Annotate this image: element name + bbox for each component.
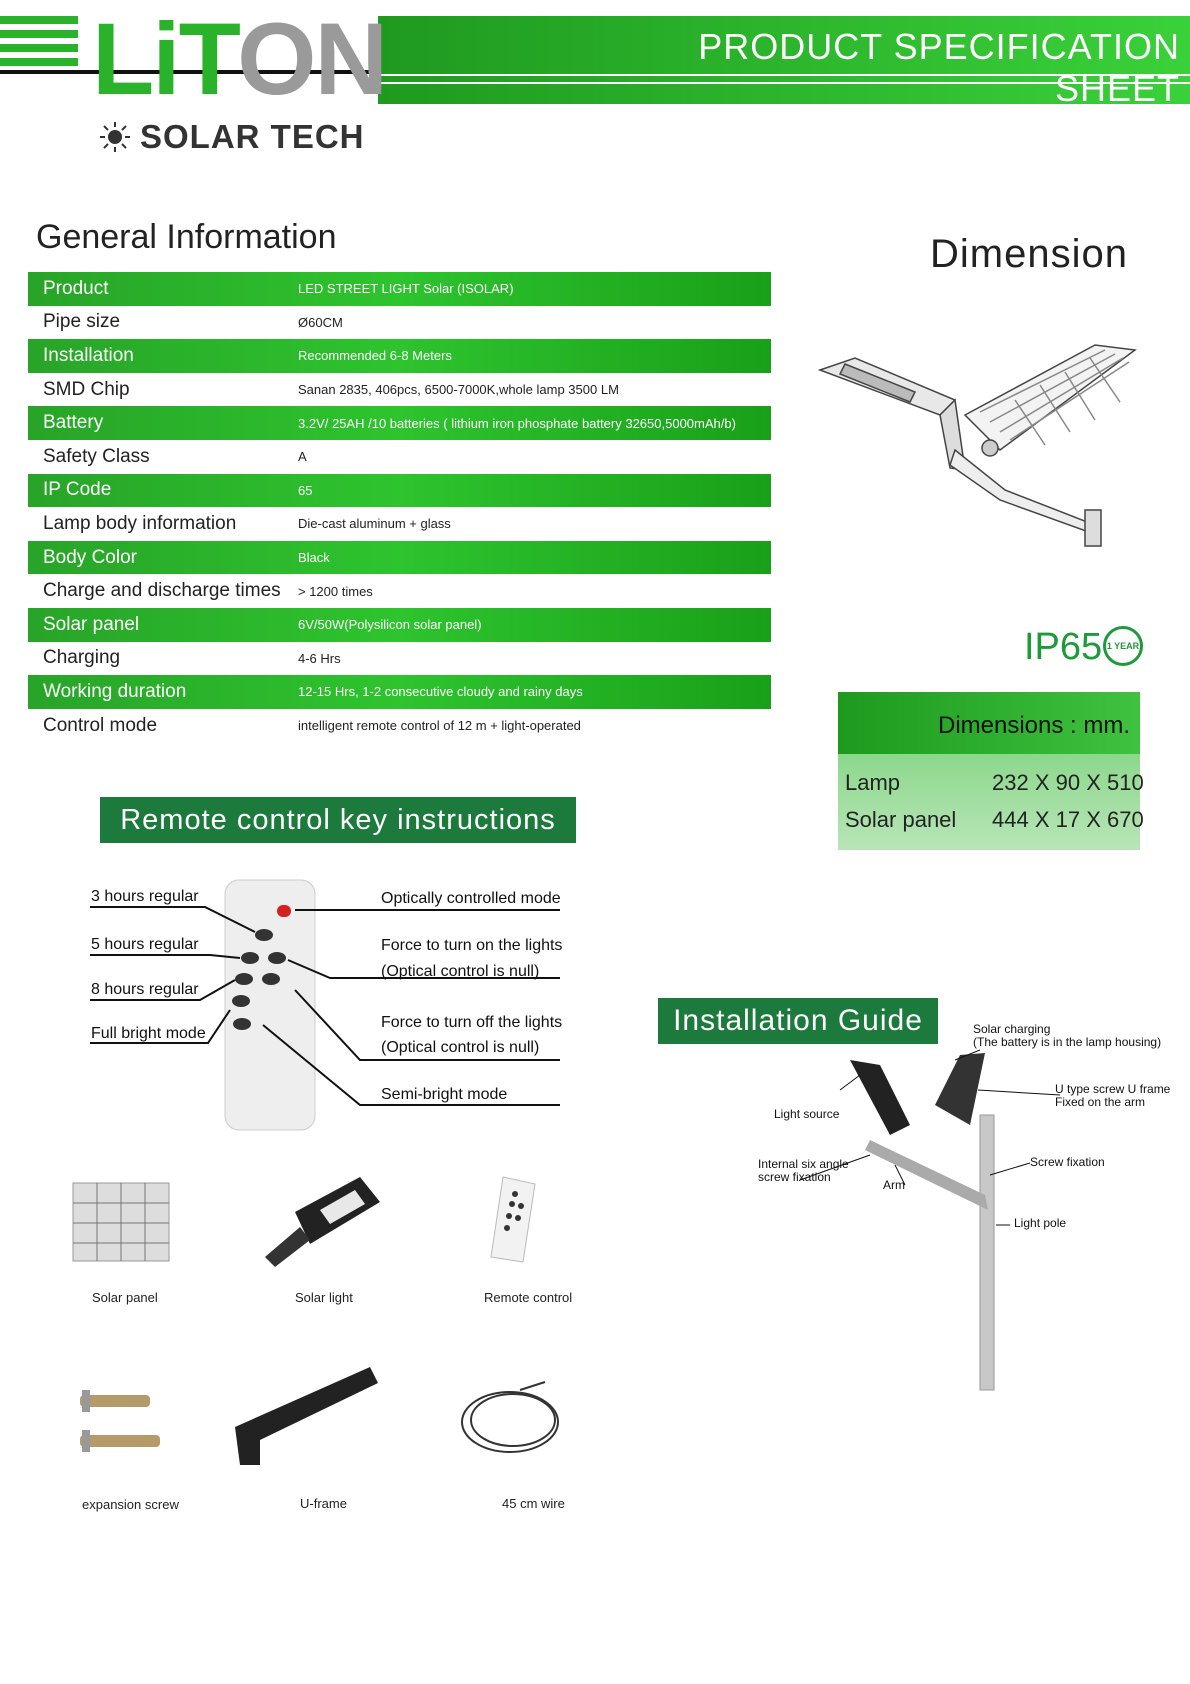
install-label: Arm xyxy=(883,1178,905,1192)
remote-right-label: Semi-bright mode xyxy=(381,1086,508,1103)
install-label: (The battery is in the lamp housing) xyxy=(973,1035,1162,1049)
spec-row xyxy=(28,507,771,541)
spec-table xyxy=(28,272,771,742)
spec-value: 65 xyxy=(298,482,313,498)
spec-row xyxy=(28,406,771,440)
spec-label: Control mode xyxy=(43,714,158,736)
sun-icon xyxy=(98,120,132,154)
install-label: screw fixation xyxy=(758,1170,831,1184)
spec-label: Charging xyxy=(43,647,121,669)
spec-value: LED STREET LIGHT Solar (ISOLAR) xyxy=(298,281,514,297)
remote-right-label: Force to turn off the lights xyxy=(381,1014,563,1031)
spec-row xyxy=(28,541,771,575)
spec-row xyxy=(28,642,771,676)
spec-value: 6V/50W(Polysilicon solar panel) xyxy=(298,617,482,633)
spec-label: Product xyxy=(43,277,109,299)
spec-value: Sanan 2835, 406pcs, 6500-7000K,whole lamp 3500 LM xyxy=(298,382,619,398)
part-caption: Solar panel xyxy=(92,1290,158,1305)
spec-row xyxy=(28,373,771,407)
solar-light-image xyxy=(260,1172,385,1272)
remote-left-label: 5 hours regular xyxy=(91,936,199,953)
brand-sub-text: SOLAR TECH xyxy=(140,118,365,155)
expansion-screw-image xyxy=(70,1380,170,1465)
dimension-title: Dimension xyxy=(930,232,1128,276)
spec-value: 12-15 Hrs, 1-2 consecutive cloudy and rainy days xyxy=(298,684,583,700)
spec-row xyxy=(28,574,771,608)
spec-label: Battery xyxy=(43,412,104,434)
spec-row xyxy=(28,272,771,306)
remote-left-label: Full bright mode xyxy=(91,1025,206,1042)
spec-row xyxy=(28,306,771,340)
spec-value: 4-6 Hrs xyxy=(298,650,341,666)
dim-value: 444 X 17 X 670 xyxy=(992,807,1144,832)
part-caption: Remote control xyxy=(484,1290,573,1305)
spec-label: SMD Chip xyxy=(43,378,130,400)
part-caption: U-frame xyxy=(300,1496,347,1511)
remote-right-label: Optically controlled mode xyxy=(381,890,561,907)
part-caption: Solar light xyxy=(295,1290,353,1305)
spec-label: Working duration xyxy=(43,680,187,702)
spec-label: Pipe size xyxy=(43,311,121,333)
spec-label: Solar panel xyxy=(43,613,140,635)
spec-row xyxy=(28,339,771,373)
remote-section-title: Remote control key instructions xyxy=(100,797,576,843)
spec-row xyxy=(28,474,771,508)
spec-label: Safety Class xyxy=(43,445,150,467)
install-label: Screw fixation xyxy=(1030,1155,1105,1169)
sheet-title: PRODUCT SPECIFICATION SHEET xyxy=(698,26,1180,109)
spec-value: intelligent remote control of 12 m + light-operated xyxy=(298,718,581,734)
dim-value: 232 X 90 X 510 xyxy=(992,770,1144,795)
remote-right-label: (Optical control is null) xyxy=(381,1039,540,1056)
wire-image xyxy=(455,1380,570,1460)
spec-label: Body Color xyxy=(43,546,137,568)
remote-right-label: Force to turn on the lights xyxy=(381,937,563,954)
spec-value: Ø60CM xyxy=(298,314,343,330)
ip65-label: IP65 xyxy=(1024,626,1103,668)
street-light-drawing xyxy=(815,340,1145,570)
brand-logo-part2: ON xyxy=(237,2,387,116)
spec-row xyxy=(28,608,771,642)
install-label: U type screw U frame xyxy=(1055,1082,1171,1096)
remote-control-image xyxy=(485,1172,545,1267)
remote-left-label: 8 hours regular xyxy=(91,981,199,998)
part-caption: 45 cm wire xyxy=(502,1496,565,1511)
dimension-box-title: Dimensions : mm. xyxy=(938,712,1131,739)
header-left-stripes xyxy=(0,16,78,86)
spec-label: Lamp body information xyxy=(43,512,237,534)
general-info-title: General Information xyxy=(36,218,337,256)
spec-label: Charge and discharge times xyxy=(43,580,281,602)
remote-left-label: 3 hours regular xyxy=(91,888,199,905)
dim-label: Solar panel xyxy=(845,807,957,832)
install-label: Light source xyxy=(774,1107,840,1121)
spec-value: Black xyxy=(298,550,330,566)
spec-label: Installation xyxy=(43,344,134,366)
remote-right-label: (Optical control is null) xyxy=(381,963,540,980)
warranty-badge-icon: 1 YEAR xyxy=(1103,626,1143,666)
spec-value: Die-cast aluminum + glass xyxy=(298,516,451,532)
brand-logo xyxy=(92,2,387,116)
spec-row xyxy=(28,675,771,709)
install-label: Fixed on the arm xyxy=(1055,1095,1146,1109)
brand-subtitle xyxy=(98,118,365,156)
spec-row xyxy=(28,709,771,743)
install-label: Solar charging xyxy=(973,1022,1051,1036)
spec-row xyxy=(28,440,771,474)
install-label: Internal six angle xyxy=(758,1157,849,1171)
brand-logo-part1: LiT xyxy=(92,2,238,116)
install-label: Light pole xyxy=(1014,1216,1067,1230)
spec-value: A xyxy=(298,449,307,465)
solar-panel-image xyxy=(70,1178,175,1268)
spec-value: > 1200 times xyxy=(298,583,373,599)
u-frame-image xyxy=(230,1365,380,1470)
dim-label: Lamp xyxy=(845,770,901,795)
spec-label: IP Code xyxy=(43,479,112,501)
install-section-title: Installation Guide xyxy=(658,998,938,1044)
spec-value: 3.2V/ 25AH /10 batteries ( lithium iron phosphate battery 32650,5000mAh/b) xyxy=(298,415,736,431)
spec-value: Recommended 6-8 Meters xyxy=(298,348,452,364)
part-caption: expansion screw xyxy=(82,1497,179,1512)
